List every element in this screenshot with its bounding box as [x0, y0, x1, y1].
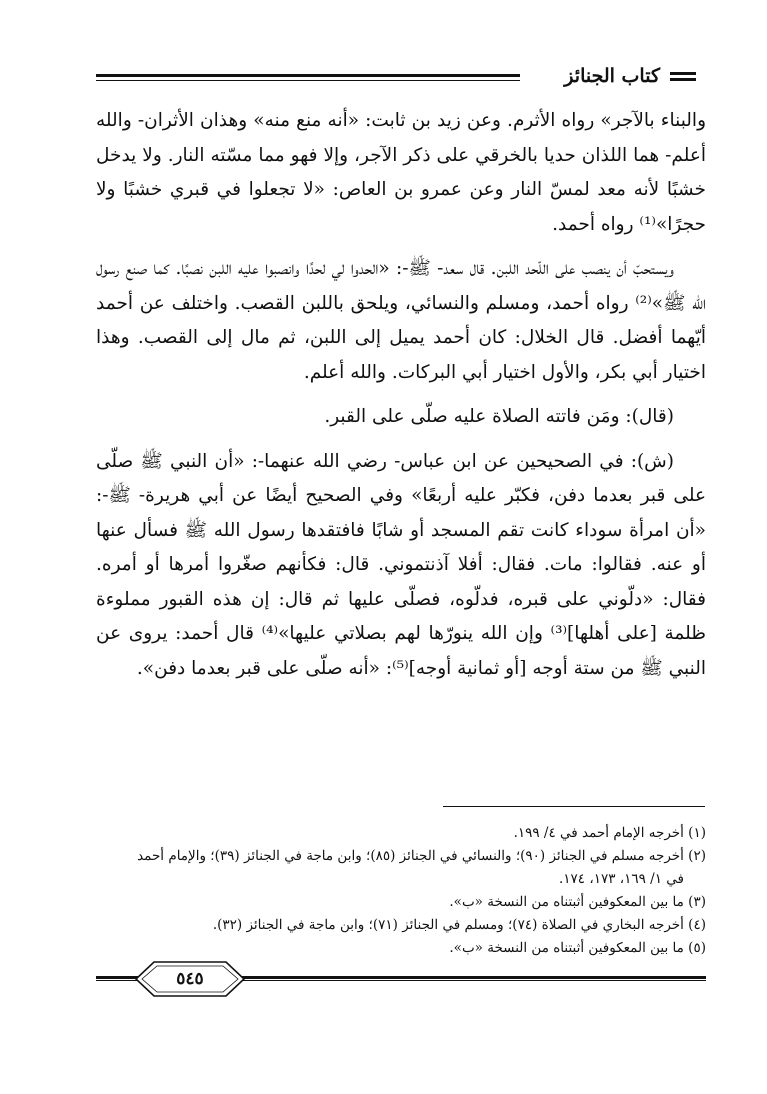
page-number-badge — [134, 960, 246, 998]
footnote: (٤) أخرجه البخاري في الصلاة (٧٤)؛ ومسلم في الجنائز (٧١)؛ وابن ماجة في الجنائز (٣٢). — [212, 917, 706, 933]
running-header — [96, 62, 696, 92]
header-title: كتاب الجنائز — [564, 65, 660, 87]
footnotes — [90, 822, 706, 960]
footnote: (١) أخرجه الإمام أحمد في ٤/ ١٩٩. — [513, 825, 706, 841]
page-number: ٥٤٥ — [176, 969, 204, 989]
paragraph: والبناء بالآجر» رواه الأثرم. وعن زيد بن ثابت: «أنه منع منه» وهذان الأثران- والله أعلم- هما اللذان حديا بالخرقي على ذكر الآجر، وإلا فهو مما مسّته النار. ولا يدخل خشبًا لأنه معد لمسّ النار وعن عمرو بن العاص: «لا تجعلوا في قبري خشبًا ولا حجرًا»⁽¹⁾ رواه أحمد. — [96, 110, 706, 235]
footnote-separator — [443, 806, 705, 807]
header-rule — [96, 74, 520, 81]
main-text — [96, 104, 706, 686]
header-ornament — [670, 72, 696, 81]
paragraph: (ش): في الصحيحين عن ابن عباس- رضي الله عنهما-: «أن النبي ﷺ صلّى على قبر بعدما دفن، فكبّر عليه أربعًا» وفي الصحيح أيضًا عن أبي هريرة- ﷺ-: «أن امرأة سوداء كانت تقم المسجد أو شابًا فافتقدها رسول الله ﷺ فسأل عنها أو عنه. فقالوا: مات. فقال: أفلا آذنتموني. قال: فكأنهم صغّروا أمرها أو أمره. فقال: «دلّوني على قبره، فدلّوه، فصلّى عليها ثم قال: إن هذه القبور مملوءة ظلمة [على أهلها]⁽³⁾ وإن الله ينورّها لهم بصلاتي عليها»⁽⁴⁾ قال أحمد: يروى عن النبي ﷺ من ستة أوجه [أو ثمانية أوجه]⁽⁵⁾: «أنه صلّى على قبر بعدما دفن». — [96, 450, 706, 679]
paragraph: (قال): ومَن فاتته الصلاة عليه صلّى على القبر. — [324, 406, 674, 427]
footnote: (٥) ما بين المعكوفين أثبتناه من النسخة «ب». — [449, 940, 706, 956]
footnote: (٢) أخرجه مسلم في الجنائز (٩٠)؛ والنسائي في الجنائز (٨٥)؛ وابن ماجة في الجنائز (٣٩)؛ والإمام أحمد — [137, 848, 706, 864]
footnote: (٣) ما بين المعكوفين أثبتناه من النسخة «ب». — [449, 894, 706, 910]
footnote-continuation: في ١/ ١٦٩، ١٧٣، ١٧٤. — [558, 871, 684, 887]
paragraph: ويستحبّ أن ينصب على اللّحد اللبن. قال سعد- ﷺ-: «الحدوا لي لحدًا وانصبوا عليه اللبن نصبًا. كما صنع رسول الله ﷺ»⁽²⁾ رواه أحمد، ومسلم والنسائي، ويلحق باللبن القصب. واختلف عن أحمد أيّهما أفضل. قال الخلال: كان أحمد يميل إلى اللبن، ثم مال إلى القصب. وهذا اختيار أبي بكر، والأول اختيار أبي البركات. والله أعلم. — [96, 258, 706, 383]
